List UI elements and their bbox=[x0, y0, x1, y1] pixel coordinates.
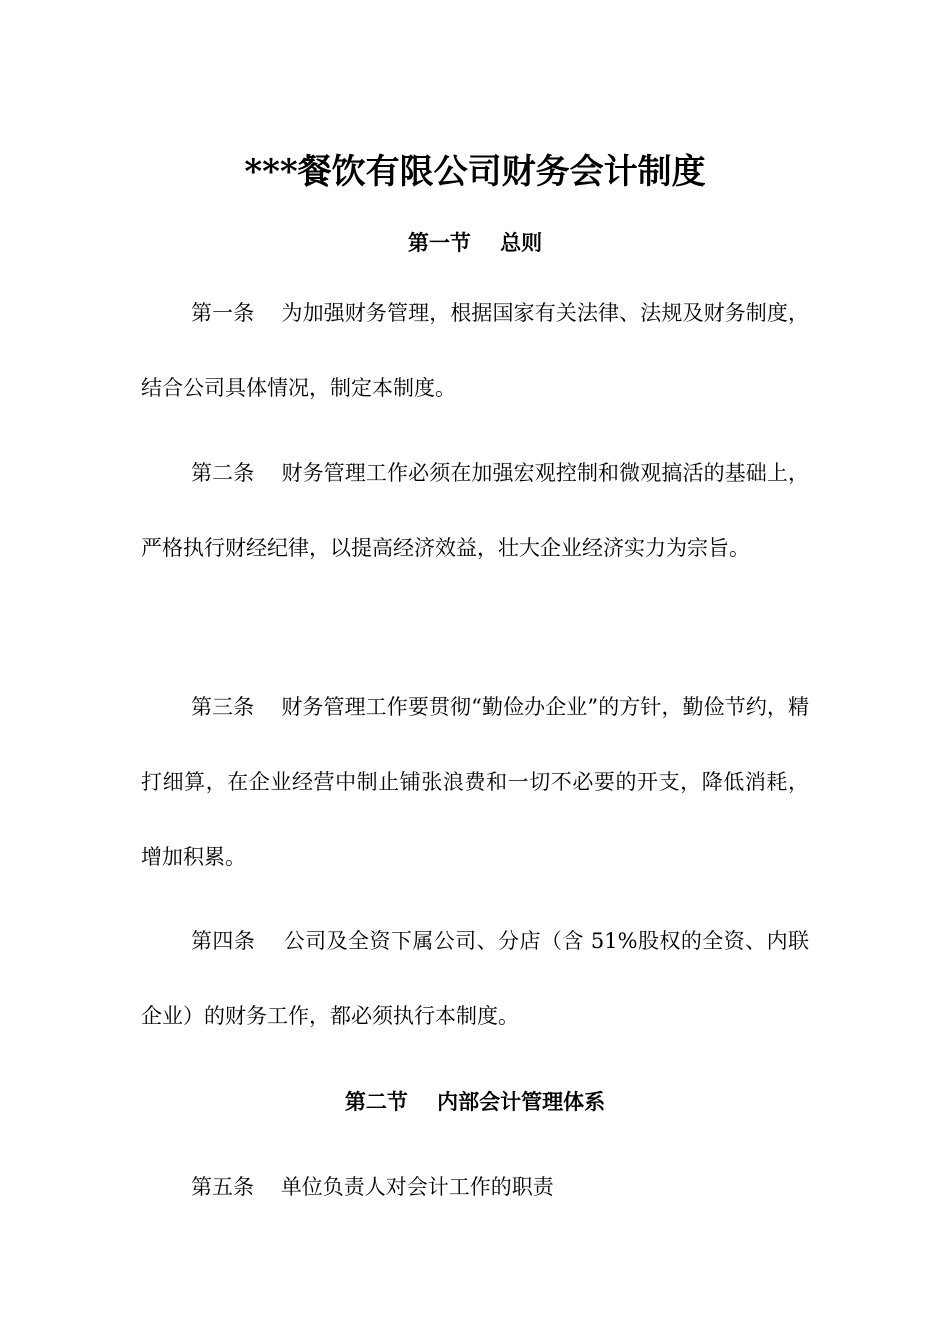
article-label: 第五条 bbox=[191, 1175, 254, 1199]
article-text: 财务管理工作必须在加强宏观控制和微观搞活的基础上，严格执行财经纪律，以提高经济效益，壮大企业经济实力为宗旨。 bbox=[141, 461, 810, 560]
document-title: ***餐饮有限公司财务会计制度 bbox=[244, 152, 706, 192]
article-5 bbox=[141, 1150, 809, 1225]
section-heading-1: 第一节 总则 bbox=[407, 230, 543, 255]
article-text: 单位负责人对会计工作的职责 bbox=[280, 1175, 554, 1199]
article-label: 第三条 bbox=[191, 695, 255, 719]
article-label: 第四条 bbox=[191, 929, 256, 953]
article-3 bbox=[141, 670, 809, 895]
article-label: 第二条 bbox=[191, 461, 255, 485]
article-2 bbox=[141, 436, 809, 586]
section-heading-2: 第二节 内部会计管理体系 bbox=[344, 1089, 606, 1114]
article-text: 为加强财务管理，根据国家有关法律、法规及财务制度，结合公司具体情况，制定本制度。 bbox=[141, 301, 810, 400]
article-1 bbox=[141, 276, 809, 426]
article-4 bbox=[141, 904, 809, 1054]
article-label: 第一条 bbox=[191, 301, 255, 325]
article-text: 公司及全资下属公司、分店（含 51%股权的全资、内联企业）的财务工作，都必须执行本制度。 bbox=[141, 929, 810, 1028]
article-text: 财务管理工作要贯彻“勤俭办企业”的方针，勤俭节约，精打细算，在企业经营中制止铺张浪费和一切不必要的开支，降低消耗，增加积累。 bbox=[141, 695, 809, 869]
